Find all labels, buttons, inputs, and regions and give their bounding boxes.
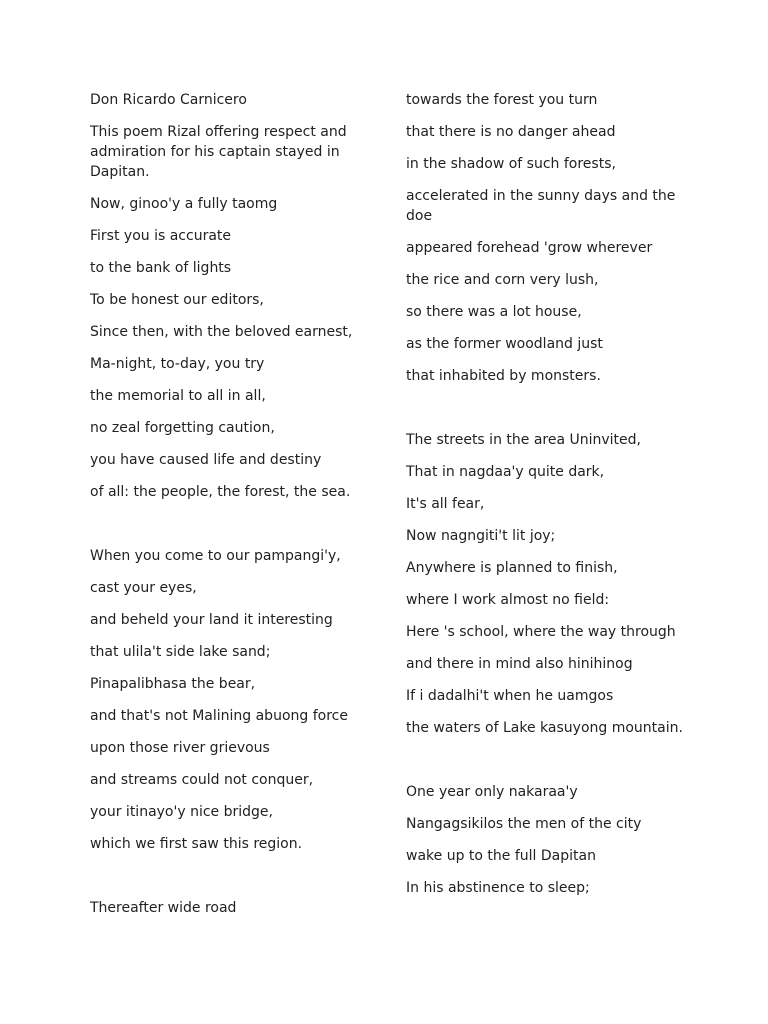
poem-line: the memorial to all in all, (90, 388, 266, 404)
poem-line: upon those river grievous (90, 740, 270, 756)
poem-line: Now, ginoo'y a fully taomg (90, 196, 278, 212)
poem-line: where I work almost no field: (406, 592, 610, 608)
poem-line: The streets in the area Uninvited, (406, 432, 641, 448)
poem-line: and that's not Malining abuong force (90, 708, 348, 724)
poem-line: Thereafter wide road (90, 900, 237, 916)
poem-line: that there is no danger ahead (406, 124, 616, 140)
poem-line: your itinayo'y nice bridge, (90, 804, 273, 820)
poem-line: and there in mind also hinihinog (406, 656, 633, 672)
poem-line: the waters of Lake kasuyong mountain. (406, 720, 683, 736)
left-column (90, 90, 370, 930)
poem-line: Nangagsikilos the men of the city (406, 816, 642, 832)
poem-line: and streams could not conquer, (90, 772, 314, 788)
stanza-break (406, 750, 686, 770)
poem-line: appeared forehead 'grow wherever (406, 240, 653, 256)
poem-line: wake up to the full Dapitan (406, 848, 596, 864)
poem-line: that inhabited by monsters. (406, 368, 601, 384)
poem-line: cast your eyes, (90, 580, 197, 596)
poem-line: accelerated in the sunny days and the doe (406, 188, 676, 224)
poem-line: and beheld your land it interesting (90, 612, 333, 628)
poem-line: Here 's school, where the way through (406, 624, 676, 640)
poem-line: of all: the people, the forest, the sea. (90, 484, 351, 500)
poem-line: in the shadow of such forests, (406, 156, 616, 172)
poem-line: to the bank of lights (90, 260, 232, 276)
poem-line: which we first saw this region. (90, 836, 303, 852)
poem-line: you have caused life and destiny (90, 452, 322, 468)
poem-line: Since then, with the beloved earnest, (90, 324, 353, 340)
poem-line: Ma-night, to-day, you try (90, 356, 265, 372)
poem-line: One year only nakaraa'y (406, 784, 578, 800)
poem-line: That in nagdaa'y quite dark, (406, 464, 605, 480)
poem-line: If i dadalhi't when he uamgos (406, 688, 614, 704)
right-column (406, 90, 686, 910)
poem-line: towards the forest you turn (406, 92, 598, 108)
poem-line: Now nagngiti't lit joy; (406, 528, 556, 544)
poem-line: Anywhere is planned to finish, (406, 560, 618, 576)
poem-line: First you is accurate (90, 228, 232, 244)
poem-line: It's all fear, (406, 496, 485, 512)
poem-line: as the former woodland just (406, 336, 603, 352)
poem-line: In his abstinence to sleep; (406, 880, 590, 896)
poem-line: This poem Rizal offering respect and admiration for his captain stayed in Dapitan. (90, 124, 347, 180)
poem-line: Pinapalibhasa the bear, (90, 676, 256, 692)
poem-line: that ulila't side lake sand; (90, 644, 271, 660)
stanza-break (406, 398, 686, 418)
stanza-break (90, 514, 370, 534)
poem-line: so there was a lot house, (406, 304, 582, 320)
poem-line: To be honest our editors, (90, 292, 264, 308)
poem-line: Don Ricardo Carnicero (90, 92, 247, 108)
stanza-break (90, 866, 370, 886)
poem-line: the rice and corn very lush, (406, 272, 599, 288)
poem-line: no zeal forgetting caution, (90, 420, 275, 436)
poem-line: When you come to our pampangi'y, (90, 548, 341, 564)
